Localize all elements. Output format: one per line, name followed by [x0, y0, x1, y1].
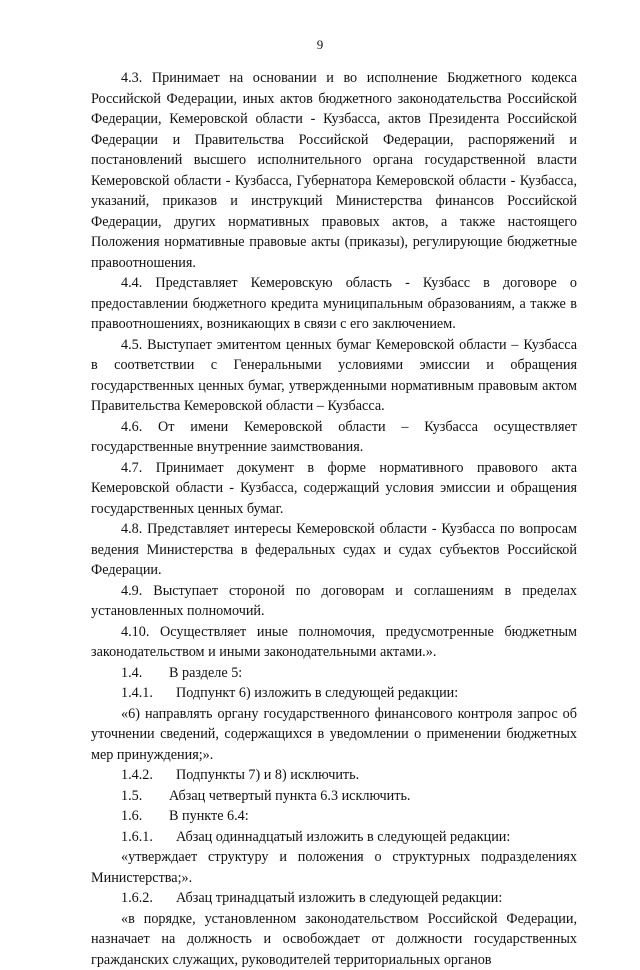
amendment-text: В пункте 6.4:: [169, 806, 249, 827]
amendment-1-4-2: [91, 765, 577, 786]
paragraph-4-7: 4.7. Принимает документ в форме нормативного правового акта Кемеровской области - Кузбасса, содержащий условия эмиссии и обращения государственных ценных бумаг.: [91, 458, 577, 520]
paragraph-4-3: 4.3. Принимает на основании и во исполнение Бюджетного кодекса Российской Федерации, иных актов бюджетного законодательства Российской Федерации, Кемеровской области - Кузбасса, актов Президента Российской Федерации и Правительства Российской Федерации, распоряжений и постановлений высшего исполнительного органа государственной власти Кемеровской области - Кузбасса, Губернатора Кемеровской области - Кузбасса, указаний, приказов и инструкций Министерства финансов Российской Федерации, других нормативных правовых актов, а также настоящего Положения нормативные правовые акты (приказы), регулирующие бюджетные правоотношения.: [91, 68, 577, 273]
amendment-number: 1.6.2.: [121, 888, 176, 909]
document-body: [91, 68, 577, 970]
amendment-text: Абзац четвертый пункта 6.3 исключить.: [169, 786, 410, 807]
amendment-text: В разделе 5:: [169, 663, 242, 684]
amendment-number: 1.6.1.: [121, 827, 176, 848]
amendment-1-4: [91, 663, 577, 684]
amendment-text: Абзац одиннадцатый изложить в следующей редакции:: [176, 827, 510, 848]
amendment-1-6: [91, 806, 577, 827]
paragraph-4-6: 4.6. От имени Кемеровской области – Кузбасса осуществляет государственные внутренние заимствования.: [91, 417, 577, 458]
amendment-number: 1.4.1.: [121, 683, 176, 704]
paragraph-4-9: 4.9. Выступает стороной по договорам и соглашениям в пределах установленных полномочий.: [91, 581, 577, 622]
amendment-1-5: [91, 786, 577, 807]
quoted-text-1: «6) направлять органу государственного финансового контроля запрос об уточнении сведений, содержащихся в уведомлении о применении бюджетных мер принуждения;».: [91, 704, 577, 766]
paragraph-4-10: 4.10. Осуществляет иные полномочия, предусмотренные бюджетным законодательством и иными законодательными актами.».: [91, 622, 577, 663]
quoted-text-3: «в порядке, установленном законодательством Российской Федерации, назначает на должность и освобождает от должности государственных гражданских служащих, руководителей территориальных органов: [91, 909, 577, 970]
amendment-1-6-2: [91, 888, 577, 909]
amendment-number: 1.4.: [121, 663, 169, 684]
quoted-text-2: «утверждает структуру и положения о структурных подразделениях Министерства;».: [91, 847, 577, 888]
amendment-text: Подпункт 6) изложить в следующей редакции:: [176, 683, 458, 704]
amendment-number: 1.4.2.: [121, 765, 176, 786]
page-number: 9: [0, 37, 640, 53]
amendment-number: 1.6.: [121, 806, 169, 827]
paragraph-4-4: 4.4. Представляет Кемеровскую область - Кузбасс в договоре о предоставлении бюджетного кредита муниципальным образованиям, а также в правоотношениях, возникающих в связи с его заключением.: [91, 273, 577, 335]
amendment-text: Подпункты 7) и 8) исключить.: [176, 765, 359, 786]
paragraph-4-8: 4.8. Представляет интересы Кемеровской области - Кузбасса по вопросам ведения Министерства в федеральных судах и судах субъектов Российской Федерации.: [91, 519, 577, 581]
amendment-number: 1.5.: [121, 786, 169, 807]
amendment-text: Абзац тринадцатый изложить в следующей редакции:: [176, 888, 502, 909]
amendment-1-4-1: [91, 683, 577, 704]
paragraph-4-5: 4.5. Выступает эмитентом ценных бумаг Кемеровской области – Кузбасса в соответствии с Генеральными условиями эмиссии и обращения государственных ценных бумаг, утвержденными нормативным правовым актом Правительства Кемеровской области – Кузбасса.: [91, 335, 577, 417]
amendment-1-6-1: [91, 827, 577, 848]
